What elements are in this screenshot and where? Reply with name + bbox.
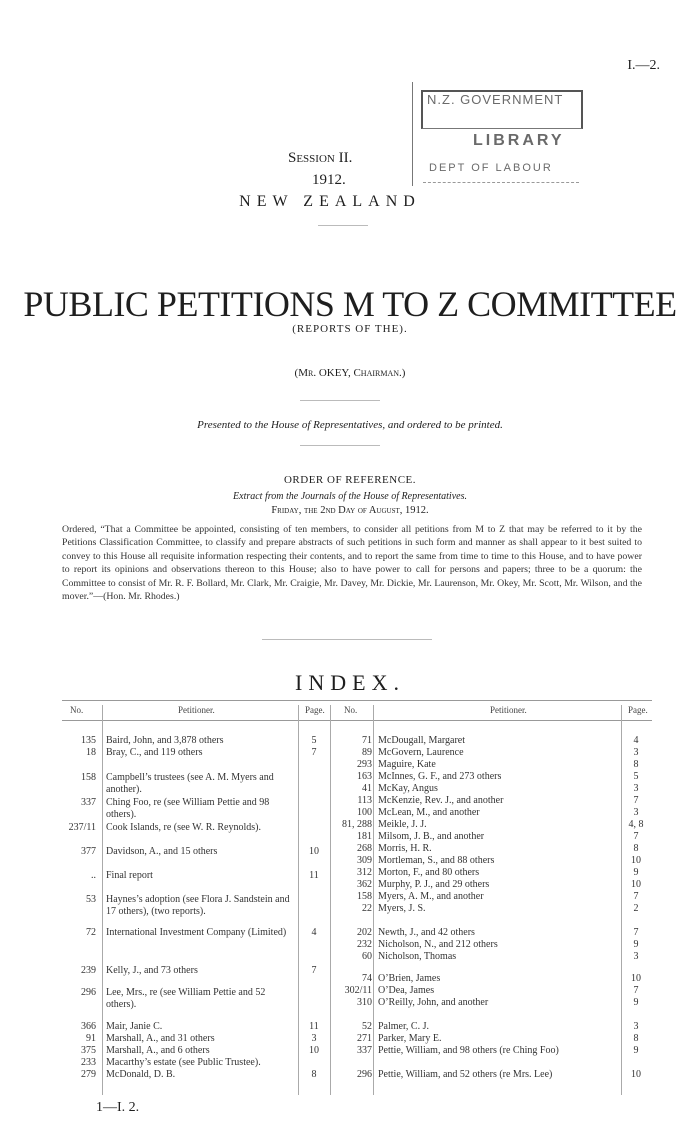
petitioner-name: Maguire, Kate bbox=[378, 759, 436, 770]
petition-number: 71 bbox=[362, 735, 372, 746]
petitioner-name: Campbell’s trustees (see A. M. Myers and another). bbox=[106, 772, 274, 795]
page-number: 7 bbox=[311, 965, 317, 976]
petition-number: 309 bbox=[357, 855, 372, 866]
page-number: 7 bbox=[633, 795, 639, 806]
petitioner-name: Nicholson, Thomas bbox=[378, 951, 457, 962]
petitioner-name: O’Brien, James bbox=[378, 973, 441, 984]
page-number: 7 bbox=[633, 985, 639, 996]
page-number: 9 bbox=[633, 939, 639, 950]
petitioner-name: O’Dea, James bbox=[378, 985, 435, 996]
petition-number: 60 bbox=[362, 951, 372, 962]
column-rule bbox=[102, 705, 103, 1095]
order-extract: Extract from the Journals of the House of Representatives. bbox=[233, 491, 467, 502]
petitioner-name: Kelly, J., and 73 others bbox=[106, 965, 198, 976]
page-number: 11 bbox=[309, 870, 319, 881]
petitioner-name: McDougall, Margaret bbox=[378, 735, 466, 746]
petition-number: 74 bbox=[362, 973, 372, 984]
page-number: 8 bbox=[633, 1033, 639, 1044]
petitioner-name: McGovern, Laurence bbox=[378, 747, 464, 758]
petition-number: 337 bbox=[81, 797, 96, 808]
petitioner-name: Mortleman, S., and 88 others bbox=[378, 855, 495, 866]
page-number: 9 bbox=[633, 867, 639, 878]
petition-number: 239 bbox=[81, 965, 96, 976]
divider bbox=[262, 639, 432, 640]
page-number: 10 bbox=[631, 855, 641, 866]
page-number: 9 bbox=[633, 997, 639, 1008]
petitioner-name: Nicholson, N., and 212 others bbox=[378, 939, 498, 950]
page-number: 3 bbox=[633, 783, 639, 794]
column-rule bbox=[373, 705, 374, 1095]
petition-number: 268 bbox=[357, 843, 372, 854]
petition-number: 375 bbox=[81, 1045, 96, 1056]
page-number: 9 bbox=[633, 1045, 639, 1056]
page-number: 2 bbox=[633, 903, 639, 914]
petitioner-name: Baird, John, and 3,878 others bbox=[106, 735, 224, 746]
petition-number: 296 bbox=[81, 987, 96, 998]
page-number: 7 bbox=[633, 927, 639, 938]
petitioner-name: Palmer, C. J. bbox=[378, 1021, 429, 1032]
petitioner-name: Newth, J., and 42 others bbox=[378, 927, 475, 938]
document-subtitle: (REPORTS OF THE). bbox=[292, 323, 408, 335]
country-label: NEW ZEALAND bbox=[239, 193, 421, 210]
petition-number: 310 bbox=[357, 997, 372, 1008]
page-number: 3 bbox=[633, 1021, 639, 1032]
petition-number: 52 bbox=[362, 1021, 372, 1032]
petitioner-name: Lee, Mrs., re (see William Pettie and 52 others). bbox=[106, 987, 266, 1010]
petition-number: 312 bbox=[357, 867, 372, 878]
petition-number: 366 bbox=[81, 1021, 96, 1032]
column-rule bbox=[621, 705, 622, 1095]
page-number: 10 bbox=[631, 973, 641, 984]
petition-number: 72 bbox=[86, 927, 96, 938]
page-number: 4, 8 bbox=[628, 819, 644, 830]
petitioner-name: Morton, F., and 80 others bbox=[378, 867, 480, 878]
petition-number: 362 bbox=[357, 879, 372, 890]
footer-signature: 1—I. 2. bbox=[96, 1100, 140, 1115]
page-number: 3 bbox=[633, 807, 639, 818]
column-rule bbox=[298, 705, 299, 1095]
page-number: 8 bbox=[311, 1069, 317, 1080]
petition-number: 271 bbox=[357, 1033, 372, 1044]
petition-number: 113 bbox=[357, 795, 372, 806]
library-stamp bbox=[412, 82, 583, 186]
petitioner-name: McDonald, D. B. bbox=[106, 1069, 176, 1080]
petitioner-name: Murphy, P. J., and 29 others bbox=[378, 879, 490, 890]
petitioner-name: Cook Islands, re (see W. R. Reynolds). bbox=[106, 822, 261, 833]
header-page-left: Page. bbox=[305, 705, 325, 715]
petitioner-name: Parker, Mary E. bbox=[378, 1033, 442, 1044]
divider bbox=[300, 400, 380, 401]
chairman-line: (Mr. OKEY, Chairman.) bbox=[294, 367, 406, 379]
petition-number: 81, 288 bbox=[342, 819, 372, 830]
session-label: Session II. bbox=[288, 150, 353, 166]
page-number: 7 bbox=[633, 831, 639, 842]
petition-number: .. bbox=[91, 870, 96, 881]
petition-number: 18 bbox=[86, 747, 96, 758]
petition-number: 135 bbox=[81, 735, 96, 746]
header-no-left: No. bbox=[70, 705, 84, 715]
stamp-line-2: LIBRARY bbox=[473, 132, 565, 149]
order-paragraph: Ordered, “That a Committee be appointed, consisting of ten members, to consider all petitions from M to Z that may be referred to it by the Petitions Classification Committee, to classify and prepare abstracts of such petitions in such form and manner as shall appear to it best suited to convey to this House all requisite information respecting their contents, and to report the same from time to time to this House, and to have power to report its opinions and observations thereon to this House; also to have power to call for persons and papers; three to be a quorum: the Committee to consist of Mr. R. F. Bollard, Mr. Clark, Mr. Craigie, Mr. Davey, Mr. Dickie, Mr. Laurenson, Mr. Okey, Mr. Scott, Mr. Wilson, and the mover.”—(Hon. Mr. Rhodes.) bbox=[62, 524, 642, 603]
petitioner-name: McKay, Angus bbox=[378, 783, 438, 794]
petition-number: 302/11 bbox=[344, 985, 372, 996]
page-number: 10 bbox=[631, 1069, 641, 1080]
petition-number: 181 bbox=[357, 831, 372, 842]
presented-line: Presented to the House of Representatives, and ordered to be printed. bbox=[197, 419, 503, 431]
document-title: PUBLIC PETITIONS M TO Z COMMITTEE bbox=[23, 284, 677, 324]
petitioner-name: Myers, A. M., and another bbox=[378, 891, 484, 902]
page-number: 3 bbox=[633, 747, 639, 758]
page-number: 7 bbox=[633, 891, 639, 902]
petition-number: 89 bbox=[362, 747, 372, 758]
petition-number: 158 bbox=[81, 772, 96, 783]
page-number: 7 bbox=[311, 747, 317, 758]
petition-number: 377 bbox=[81, 846, 96, 857]
petitioner-name: Myers, J. S. bbox=[378, 903, 426, 914]
petitioner-name: Marshall, A., and 31 others bbox=[106, 1033, 215, 1044]
page-number: 10 bbox=[631, 879, 641, 890]
index-header-rule bbox=[62, 720, 652, 721]
page-number: 10 bbox=[309, 846, 319, 857]
order-date: Friday, the 2nd Day of August, 1912. bbox=[271, 505, 429, 516]
page-number: 3 bbox=[311, 1033, 317, 1044]
petitioner-name: Macarthy’s estate (see Public Trustee). bbox=[106, 1057, 261, 1068]
petitioner-name: Davidson, A., and 15 others bbox=[106, 846, 218, 857]
year-label: 1912. bbox=[312, 172, 346, 188]
petition-number: 296 bbox=[357, 1069, 372, 1080]
page-number: 11 bbox=[309, 1021, 319, 1032]
page-number: 8 bbox=[633, 759, 639, 770]
petitioner-name: Haynes’s adoption (see Flora J. Sandstein and 17 others), (two reports). bbox=[106, 894, 290, 917]
stamp-rule bbox=[423, 182, 579, 183]
column-rule bbox=[330, 705, 331, 1095]
petitioner-name: Pettie, William, and 52 others (re Mrs. Lee) bbox=[378, 1069, 553, 1080]
petitioner-name: Morris, H. R. bbox=[378, 843, 432, 854]
page-number: 5 bbox=[633, 771, 639, 782]
petition-number: 202 bbox=[357, 927, 372, 938]
petitioner-name: Meikle, J. J. bbox=[378, 819, 427, 830]
page-number: 10 bbox=[309, 1045, 319, 1056]
petition-number: 91 bbox=[86, 1033, 96, 1044]
petitioner-name: Milsom, J. B., and another bbox=[378, 831, 485, 842]
petitioner-name: Pettie, William, and 98 others (re Ching Foo) bbox=[378, 1045, 559, 1056]
petitioner-name: Final report bbox=[106, 870, 153, 881]
petition-number: 53 bbox=[86, 894, 96, 905]
petition-number: 293 bbox=[357, 759, 372, 770]
page-reference: I.—2. bbox=[627, 58, 660, 73]
petition-number: 22 bbox=[362, 903, 372, 914]
petition-number: 232 bbox=[357, 939, 372, 950]
petitioner-name: Marshall, A., and 6 others bbox=[106, 1045, 210, 1056]
divider bbox=[318, 225, 368, 226]
petition-number: 158 bbox=[357, 891, 372, 902]
header-petitioner-right: Petitioner. bbox=[490, 705, 527, 715]
header-petitioner-left: Petitioner. bbox=[178, 705, 215, 715]
petitioner-name: McKenzie, Rev. J., and another bbox=[378, 795, 504, 806]
petitioner-name: Ching Foo, re (see William Pettie and 98 others). bbox=[106, 797, 270, 820]
petitioner-name: International Investment Company (Limited) bbox=[106, 927, 287, 938]
page-number: 4 bbox=[311, 927, 317, 938]
index-top-rule bbox=[62, 700, 652, 701]
petitioner-name: McInnes, G. F., and 273 others bbox=[378, 771, 502, 782]
stamp-line-1: N.Z. GOVERNMENT bbox=[427, 92, 564, 107]
stamp-line-3: DEPT OF LABOUR bbox=[429, 162, 553, 174]
petition-number: 100 bbox=[357, 807, 372, 818]
index-title: INDEX. bbox=[295, 670, 405, 695]
petitioner-name: O’Reilly, John, and another bbox=[378, 997, 489, 1008]
page-number: 5 bbox=[311, 735, 317, 746]
petition-number: 233 bbox=[81, 1057, 96, 1068]
petitioner-name: Mair, Janie C. bbox=[106, 1021, 163, 1032]
header-no-right: No. bbox=[344, 705, 358, 715]
page-number: 4 bbox=[633, 735, 639, 746]
page-number: 8 bbox=[633, 843, 639, 854]
divider bbox=[300, 445, 380, 446]
petition-number: 237/11 bbox=[68, 822, 96, 833]
petitioner-name: Bray, C., and 119 others bbox=[106, 747, 203, 758]
header-page-right: Page. bbox=[628, 705, 648, 715]
petition-number: 337 bbox=[357, 1045, 372, 1056]
petition-number: 163 bbox=[357, 771, 372, 782]
petition-number: 279 bbox=[81, 1069, 96, 1080]
petitioner-name: McLean, M., and another bbox=[378, 807, 480, 818]
petition-number: 41 bbox=[362, 783, 372, 794]
page-number: 3 bbox=[633, 951, 639, 962]
order-heading: ORDER OF REFERENCE. bbox=[283, 474, 417, 486]
